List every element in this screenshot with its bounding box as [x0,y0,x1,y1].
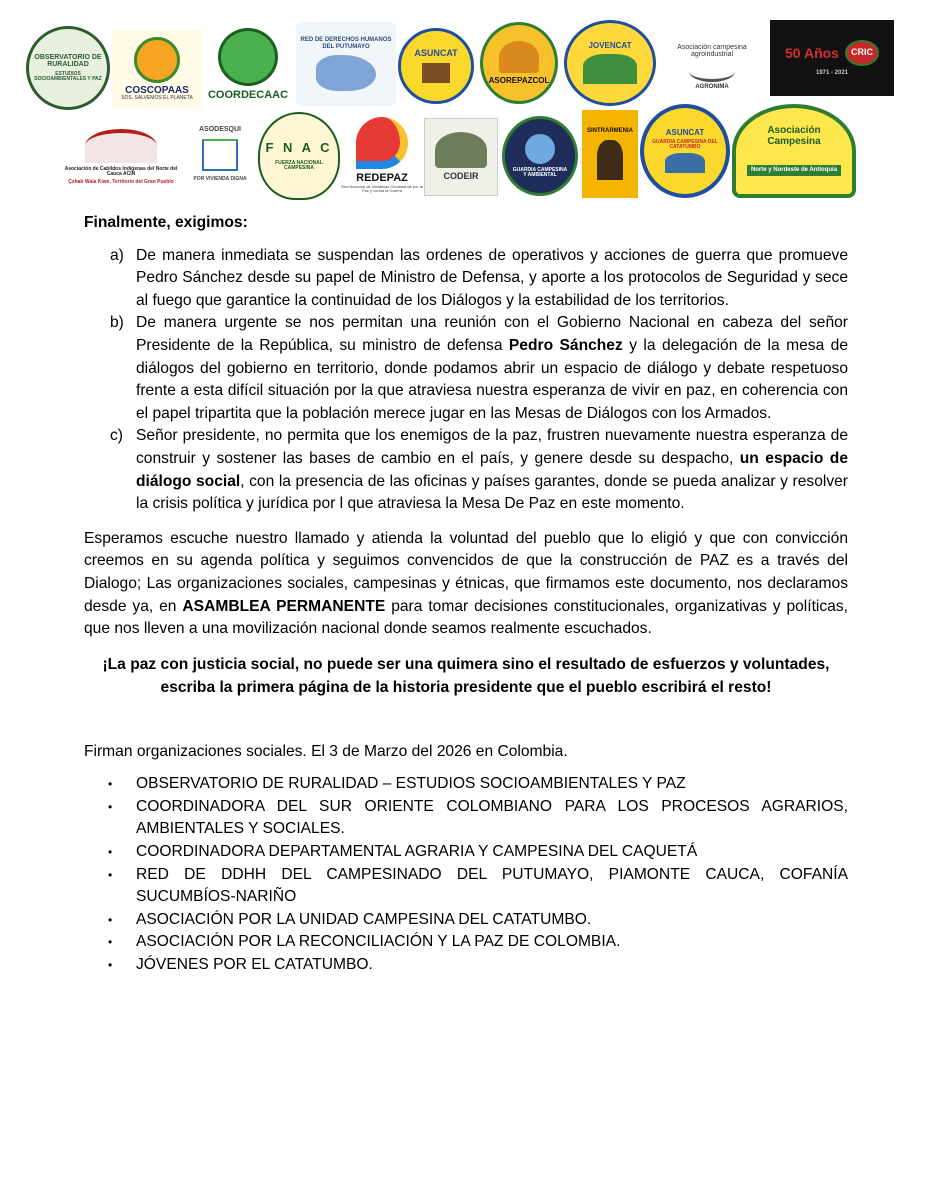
logo-name: COORDECAAC [207,89,289,102]
logo-name: REDEPAZ [356,172,408,185]
list-item [84,773,848,796]
item-bold: un espacio de diálogo social [136,449,848,490]
logo-asuncat [398,28,474,104]
org-name: COORDINADORA DEL SUR ORIENTE COLOMBIANO PARA LOS PROCESOS AGRARIOS, AMBIENTALES Y SOCIALES. [136,797,848,838]
item-text-after: y la delegación de la mesa de diálogos del gobierno en territorio, donde podamos abrir un espacio de diálogo y debate respetuoso frente a esta difícil situación por la que atraviesa nuestra esperanza de vivir en paz, en coherencia con el papel tripartita que la población merece jugar en las Mesas de Diálogos con los Armados. [136,336,848,422]
org-name: JÓVENES POR EL CATATUMBO. [136,956,373,974]
logo-name: GUARDIA CAMPESINA Y AMBIENTAL [512,166,568,178]
closing-statement: ¡La paz con justicia social, no puede ser una quimera sino el resultado de esfuerzos y voluntades, escriba la primera página de la historia presidente que el pueblo escribirá el resto! [102,655,830,696]
para-text-after: para tomar decisiones constitucionales, organizativas y políticas, que nos lleven a una movilización nacional donde seamos realmente escuchados. [84,597,848,638]
logo-name: Asociación Campesina [767,125,821,147]
list-item [84,841,848,864]
demand-item-b [84,312,848,425]
signature-line: Firman organizaciones sociales. El 3 de Marzo del 2026 en Colombia. [84,742,568,760]
hills-icon [85,129,157,163]
logo-sub: Norte y Nordeste de Antioquia [747,165,841,175]
logo-red-ddhh-putumayo [296,22,396,106]
section-heading: Finalmente, exigimos: [84,214,248,231]
logo-name: 50 Años [785,44,839,61]
org-name: ASOCIACIÓN POR LA RECONCILIACIÓN Y LA PAZ DE COLOMBIA. [136,933,621,951]
logo-jovencat [564,20,656,106]
item-text-before: De manera urgente se nos permitan una reunión con el Gobierno Nacional en cabeza del señor Presidente de la República, su ministro de defensa [136,314,848,354]
item-text: De manera inmediata se suspendan las ordenes de operativos y acciones de guerra que promueve Pedro Sánchez desde su papel de Ministro de Defensa, y aporte a los protocolos de Seguridad y sece al fuego que garantice la continuidad de los Diálogos y la estabilidad de los territorios. [136,246,848,309]
org-name: OBSERVATORIO DE RURALIDAD – ESTUDIOS SOCIOAMBIENTALES Y PAZ [136,775,686,793]
item-text-before: Señor presidente, no permita que los enemigos de la paz, frustren nuevamente nuestra esperanza de construir y sostener las bases de cambio en el país, y genere desde su despacho, [136,427,848,467]
tree-icon [218,28,278,86]
logo-observatorio-ruralidad [26,26,110,110]
home-hands-icon [202,139,238,171]
item-marker: c) [110,427,123,445]
logo-cric-50 [770,20,894,96]
logo-sub: Red Nacional de Iniciativas Ciudadanas por la Paz y contra la Guerra [341,183,423,193]
lightning-icon [525,134,555,164]
fnac-letters: F N A C [265,139,333,155]
logo-name: CODEIR [443,171,479,182]
mountain-icon [583,54,637,84]
list-item [84,931,848,954]
demand-item-a [84,245,848,313]
logo-asorepazcol [480,22,558,104]
hands-icon [689,61,735,82]
bullet-icon: • [108,912,113,927]
people-photo-icon [435,132,487,168]
logo-acin [62,118,180,196]
logo-asociacion-campesina-antioquia [732,104,856,198]
list-item [84,796,848,841]
organization-list [84,773,848,976]
logo-name: RED DE DERECHOS HUMANOS DEL PUTUMAYO [300,37,392,50]
logo-coordecaac [202,24,294,106]
logo-redepaz [340,110,424,200]
bullet-icon: • [108,777,113,792]
logo-sub: POR VIVIENDA DIGNA [193,176,247,183]
logo-fuerza-nacional-campesina [258,112,340,200]
logo-asuncat-guardia [640,104,730,198]
house-icon [422,63,450,83]
para-text-before: Esperamos escuche nuestro llamado y atienda la voluntad del pueblo que lo eligió y que con convicción creemos en su agenda política y seguimos convencidos de que la construcción de PAZ es a través del Dialogo; Las organizaciones sociales, campesinas y étnicas, que firmamos este documento, nos declaramos desde ya, en [84,529,848,615]
logo-banner [0,0,927,205]
logo-name: SINTRARMENIA [587,127,633,134]
logo-coscopaas [112,30,202,108]
logo-name: FUERZA NACIONAL CAMPESINA [275,159,323,171]
item-bold: Pedro Sánchez [508,336,623,354]
list-item [84,864,848,909]
item-marker: a) [110,246,124,264]
bullet-icon: • [108,958,113,973]
logo-name: Asociación campesina agroindustrial [677,43,747,58]
logo-name: ASUNCAT [665,127,705,137]
org-name: COORDINADORA DEPARTAMENTAL AGRARIA Y CAMPESINA DEL CAQUETÁ [136,843,698,861]
bullet-icon: • [108,799,113,814]
logo-name: OBSERVATORIO DE RURALIDAD [34,53,102,69]
demand-item-c [84,425,848,515]
logo-asodesqui [186,112,254,196]
item-text-after: , con la presencia de las oficinas y países garantes, donde se pueda analizar y resolver la crisis política y jurídica por l que atraviesa la Mesa De Paz en este momento. [136,472,848,513]
logo-name: ASUNCAT [414,48,458,59]
logo-sub: Çxhab Wala Kiwe, Territorio del Gran Pueblo [68,178,174,185]
sun-icon [134,37,180,83]
para-bold: ASAMBLEA PERMANENTE [182,597,386,615]
org-name: ASOCIACIÓN POR LA UNIDAD CAMPESINA DEL CATATUMBO. [136,910,592,928]
cric-badge: CRIC [845,40,879,65]
logo-sintrarmenia [582,110,638,198]
logo-name: Asociación de Cabildos Indígenas del Norte del Cauca ACIN [64,166,178,178]
logo-name: JOVENCAT [588,40,632,50]
logo-name: ASOREPAZCOL [488,75,550,85]
bullet-icon: • [108,935,113,950]
org-name: RED DE DDHH DEL CAMPESINADO DEL PUTUMAYO, PIAMONTE CAUCA, COFANÍA SUCUMBÍOS-NARIÑO [136,865,848,906]
bullet-icon: • [108,867,113,882]
main-paragraph [84,528,848,641]
logo-sub: AGRONIMA [695,84,729,91]
item-marker: b) [110,314,124,332]
parrot-icon [356,117,408,169]
bullet-icon: • [108,845,113,860]
logo-sub: SOS. SALVEMOS EL PLANETA [121,95,193,102]
logo-guardia-campesina-ambiental [502,116,578,196]
map-icon [316,55,376,91]
document-body [84,212,848,977]
group-icon [665,153,705,173]
logo-name: COSCOPAAS [125,84,189,96]
logo-name: ASODESQUI [198,125,241,133]
logo-sub: GUARDIA CAMPESINA DEL CATATUMBO [652,138,718,151]
people-icon [499,41,539,73]
logo-codeir [424,118,498,196]
worker-icon [597,140,623,180]
logo-extra: 1971 - 2021 [815,69,849,76]
list-item [84,954,848,977]
list-item [84,909,848,932]
logo-agronima [660,36,764,98]
logo-sub: ESTUDIOS SOCIOAMBIENTALES Y PAZ [34,70,102,82]
